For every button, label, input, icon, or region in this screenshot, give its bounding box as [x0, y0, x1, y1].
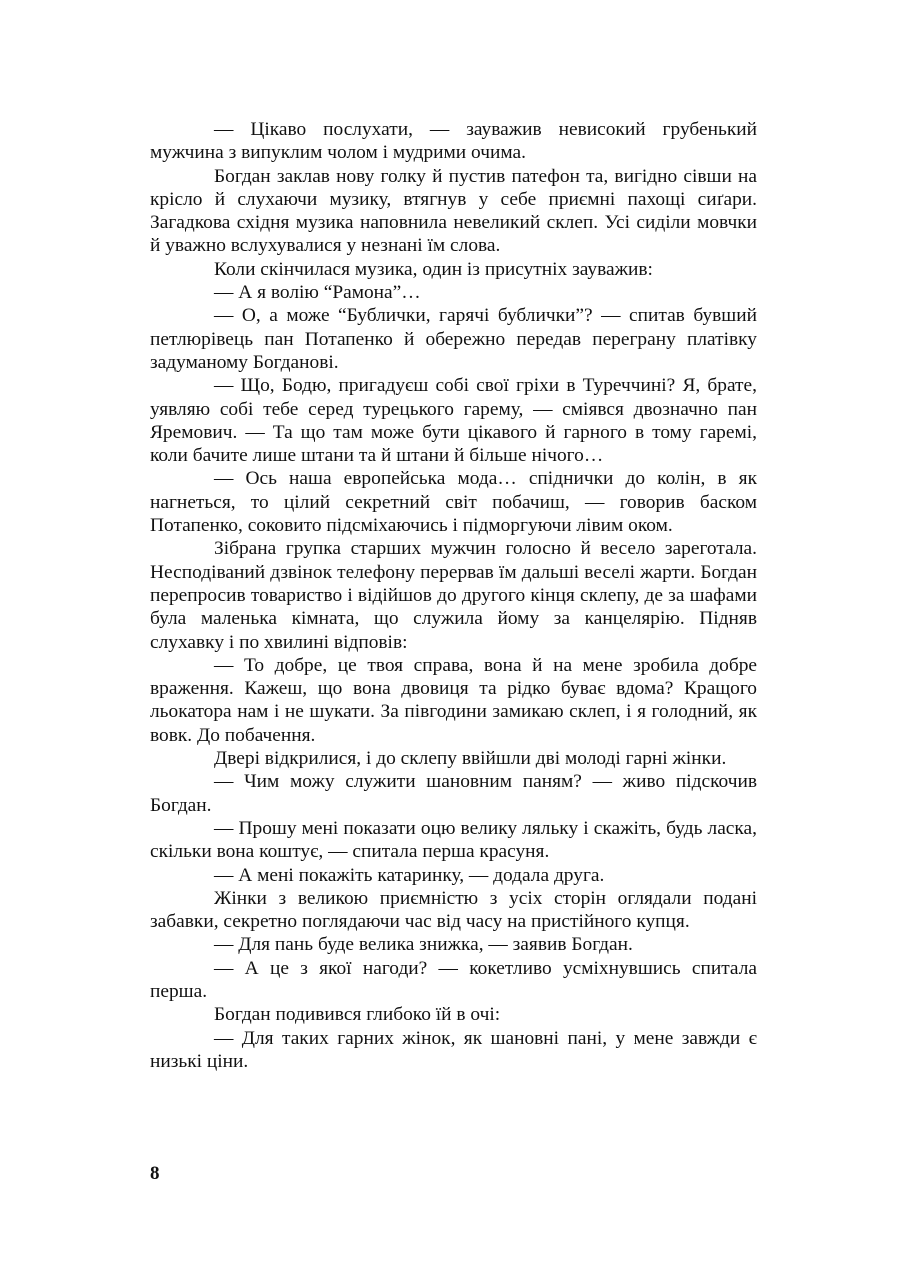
paragraph-3: Коли скінчилася музика, один із присутніх зауважив:: [214, 258, 653, 280]
paragraph-5: — О, а може “Бублички, гарячі бублички”? — спитав бувший петлюрівець пан Потапенко й обережно передав переграну платівку задуманому Богданові.: [150, 305, 757, 373]
paragraph-15: — Для пань буде велика знижка, — заявив Богдан.: [214, 934, 633, 956]
body-text: [150, 118, 757, 1073]
paragraph-16: — А це з якої нагоди? — кокетливо усміхнувшись спитала перша.: [150, 957, 757, 1002]
paragraph-11: — Чим можу служити шановним паням? — живо підскочив Богдан.: [150, 771, 757, 816]
paragraph-8: Зібрана групка старших мужчин голосно й весело зареготала. Несподіваний дзвінок телефону перервав їм дальші веселі жарти. Богдан перепросив товариство і відійшов до другого кінця склепу, де за шафами була маленька кімната, що служила йому за канцелярію. Підняв слухавку і по хвилині відповів:: [150, 538, 757, 653]
paragraph-13: — А мені покажіть катаринку, — додала друга.: [214, 864, 605, 886]
paragraph-10: Двері відкрилися, і до склепу ввійшли дві молоді гарні жінки.: [214, 748, 727, 770]
paragraph-14: Жінки з великою приємністю з усіх сторін оглядали подані забавки, секретно поглядаючи час від часу на пристійного купця.: [150, 887, 757, 933]
paragraph-2: Богдан заклав нову голку й пустив патефон та, вигідно сівши на крісло й слухаючи музику, втягнув у себе приємні пахощі сиґари. Загадкова східня музика наповнила невеликий склеп. Усі сиділи мовчки й уважно вслухувалися у незнані їм слова.: [150, 165, 757, 257]
paragraph-9: — То добре, це твоя справа, вона й на мене зробила добре враження. Кажеш, що вона двовиця та рідко буває вдома? Кращого льокатора нам і не шукати. За півгодини замикаю склеп, і я голодний, як вовк. До побачення.: [150, 654, 757, 746]
page-number: 8: [150, 1163, 160, 1184]
paragraph-12: — Прошу мені показати оцю велику ляльку і скажіть, будь ласка, скільки вона коштує, — спитала перша красуня.: [150, 817, 757, 863]
paragraph-17: Богдан подивився глибоко їй в очі:: [214, 1004, 501, 1026]
paragraph-1: — Цікаво послухати, — зауважив невисокий грубенький мужчина з випуклим чолом і мудрими очима.: [150, 119, 757, 164]
paragraph-7: — Ось наша европейська мода… спіднички до колін, в як нагнеться, то цілий секретний світ побачиш, — говорив баском Потапенко, соковито підсміхаючись і підморгуючи лівим оком.: [150, 468, 757, 537]
paragraph-18: — Для таких гарних жінок, як шановні пані, у мене завжди є низькі ціни.: [150, 1027, 757, 1072]
paragraph-6: — Що, Бодю, пригадуєш собі свої гріхи в Туреччині? Я, брате, уявляю собі тебе серед турецького гарему, — сміявся двозначно пан Яремович. — Та що там може бути цікавого й гарного в тому гаремі, коли бачите лише штани та й штани й більше нічого…: [150, 375, 757, 467]
paragraph-4: — А я волію “Рамона”…: [214, 282, 421, 304]
